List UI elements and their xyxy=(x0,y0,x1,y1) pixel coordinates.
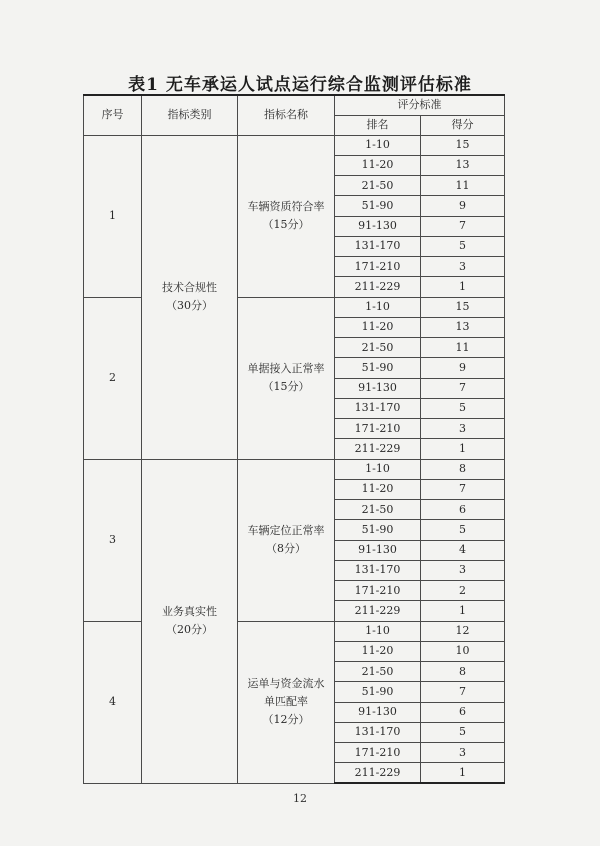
rank-cell: 91-130 xyxy=(335,378,421,398)
category-cell xyxy=(142,135,238,459)
header-category: 指标类别 xyxy=(142,95,238,135)
rank-cell: 11-20 xyxy=(335,641,421,661)
score-cell: 13 xyxy=(421,155,505,175)
score-cell: 6 xyxy=(421,702,505,722)
indicator-name-text: 运单与资金流水 xyxy=(247,677,325,690)
score-cell: 8 xyxy=(421,459,505,479)
score-cell: 3 xyxy=(421,743,505,763)
score-cell: 1 xyxy=(421,763,505,783)
score-cell: 3 xyxy=(421,257,505,277)
rank-cell: 91-130 xyxy=(335,216,421,236)
header-score: 得分 xyxy=(421,115,505,135)
seq-cell: 4 xyxy=(84,621,142,783)
indicator-name-text: 单匹配率 xyxy=(264,695,308,708)
indicator-name-text: （12分） xyxy=(262,713,310,726)
rank-cell: 21-50 xyxy=(335,176,421,196)
rank-cell: 21-50 xyxy=(335,662,421,682)
header-scoring-standard: 评分标准 xyxy=(335,95,505,115)
score-cell: 5 xyxy=(421,398,505,418)
indicator-name-text: （15分） xyxy=(262,380,310,393)
page-number: 12 xyxy=(293,792,307,805)
category-cell xyxy=(142,459,238,783)
rank-cell: 211-229 xyxy=(335,439,421,459)
score-cell: 5 xyxy=(421,722,505,742)
rank-cell: 131-170 xyxy=(335,236,421,256)
table-body xyxy=(84,135,505,783)
rank-cell: 51-90 xyxy=(335,196,421,216)
score-cell: 3 xyxy=(421,419,505,439)
score-cell: 9 xyxy=(421,358,505,378)
score-cell: 11 xyxy=(421,176,505,196)
rank-cell: 1-10 xyxy=(335,135,421,155)
rank-cell: 171-210 xyxy=(335,419,421,439)
score-cell: 7 xyxy=(421,479,505,499)
category-text: 业务真实性 xyxy=(162,605,217,618)
indicator-name-text: 车辆资质符合率 xyxy=(247,200,325,213)
rank-cell: 51-90 xyxy=(335,682,421,702)
rank-cell: 1-10 xyxy=(335,459,421,479)
score-cell: 2 xyxy=(421,581,505,601)
rank-cell: 1-10 xyxy=(335,621,421,641)
score-cell: 12 xyxy=(421,621,505,641)
score-cell: 1 xyxy=(421,277,505,297)
rank-cell: 131-170 xyxy=(335,398,421,418)
rank-cell: 11-20 xyxy=(335,479,421,499)
score-cell: 5 xyxy=(421,236,505,256)
rank-cell: 131-170 xyxy=(335,722,421,742)
seq-cell: 1 xyxy=(84,135,142,297)
indicator-name-cell xyxy=(238,297,335,459)
seq-cell: 3 xyxy=(84,459,142,621)
indicator-name-text: 单据接入正常率 xyxy=(247,362,325,375)
score-cell: 13 xyxy=(421,317,505,337)
scoring-standard-table xyxy=(83,94,505,784)
rank-cell: 91-130 xyxy=(335,540,421,560)
score-cell: 6 xyxy=(421,500,505,520)
indicator-name-cell xyxy=(238,621,335,783)
rank-cell: 171-210 xyxy=(335,743,421,763)
rank-cell: 171-210 xyxy=(335,581,421,601)
rank-cell: 131-170 xyxy=(335,560,421,580)
score-cell: 11 xyxy=(421,338,505,358)
category-text: （20分） xyxy=(166,623,213,636)
rank-cell: 171-210 xyxy=(335,257,421,277)
score-cell: 3 xyxy=(421,560,505,580)
rank-cell: 211-229 xyxy=(335,601,421,621)
rank-cell: 21-50 xyxy=(335,500,421,520)
score-cell: 5 xyxy=(421,520,505,540)
rank-cell: 211-229 xyxy=(335,763,421,783)
score-cell: 7 xyxy=(421,682,505,702)
score-cell: 1 xyxy=(421,439,505,459)
header-rank: 排名 xyxy=(335,115,421,135)
score-cell: 7 xyxy=(421,216,505,236)
indicator-name-text: （15分） xyxy=(262,218,310,231)
table-row xyxy=(84,459,505,479)
rank-cell: 11-20 xyxy=(335,155,421,175)
header-indicator-name: 指标名称 xyxy=(238,95,335,135)
rank-cell: 21-50 xyxy=(335,338,421,358)
seq-cell: 2 xyxy=(84,297,142,459)
indicator-name-text: （8分） xyxy=(266,542,306,555)
score-cell: 9 xyxy=(421,196,505,216)
category-text: （30分） xyxy=(166,299,213,312)
rank-cell: 211-229 xyxy=(335,277,421,297)
indicator-name-cell xyxy=(238,135,335,297)
indicator-name-cell xyxy=(238,459,335,621)
table-row xyxy=(84,135,505,155)
score-cell: 8 xyxy=(421,662,505,682)
score-cell: 1 xyxy=(421,601,505,621)
score-cell: 15 xyxy=(421,297,505,317)
rank-cell: 1-10 xyxy=(335,297,421,317)
rank-cell: 11-20 xyxy=(335,317,421,337)
indicator-name-text: 车辆定位正常率 xyxy=(247,524,325,537)
score-cell: 4 xyxy=(421,540,505,560)
rank-cell: 51-90 xyxy=(335,520,421,540)
rank-cell: 91-130 xyxy=(335,702,421,722)
score-cell: 10 xyxy=(421,641,505,661)
score-cell: 7 xyxy=(421,378,505,398)
table-title: 表1 无车承运人试点运行综合监测评估标准 xyxy=(128,75,472,95)
rank-cell: 51-90 xyxy=(335,358,421,378)
category-text: 技术合规性 xyxy=(162,281,217,294)
score-cell: 15 xyxy=(421,135,505,155)
header-seq: 序号 xyxy=(84,95,142,135)
